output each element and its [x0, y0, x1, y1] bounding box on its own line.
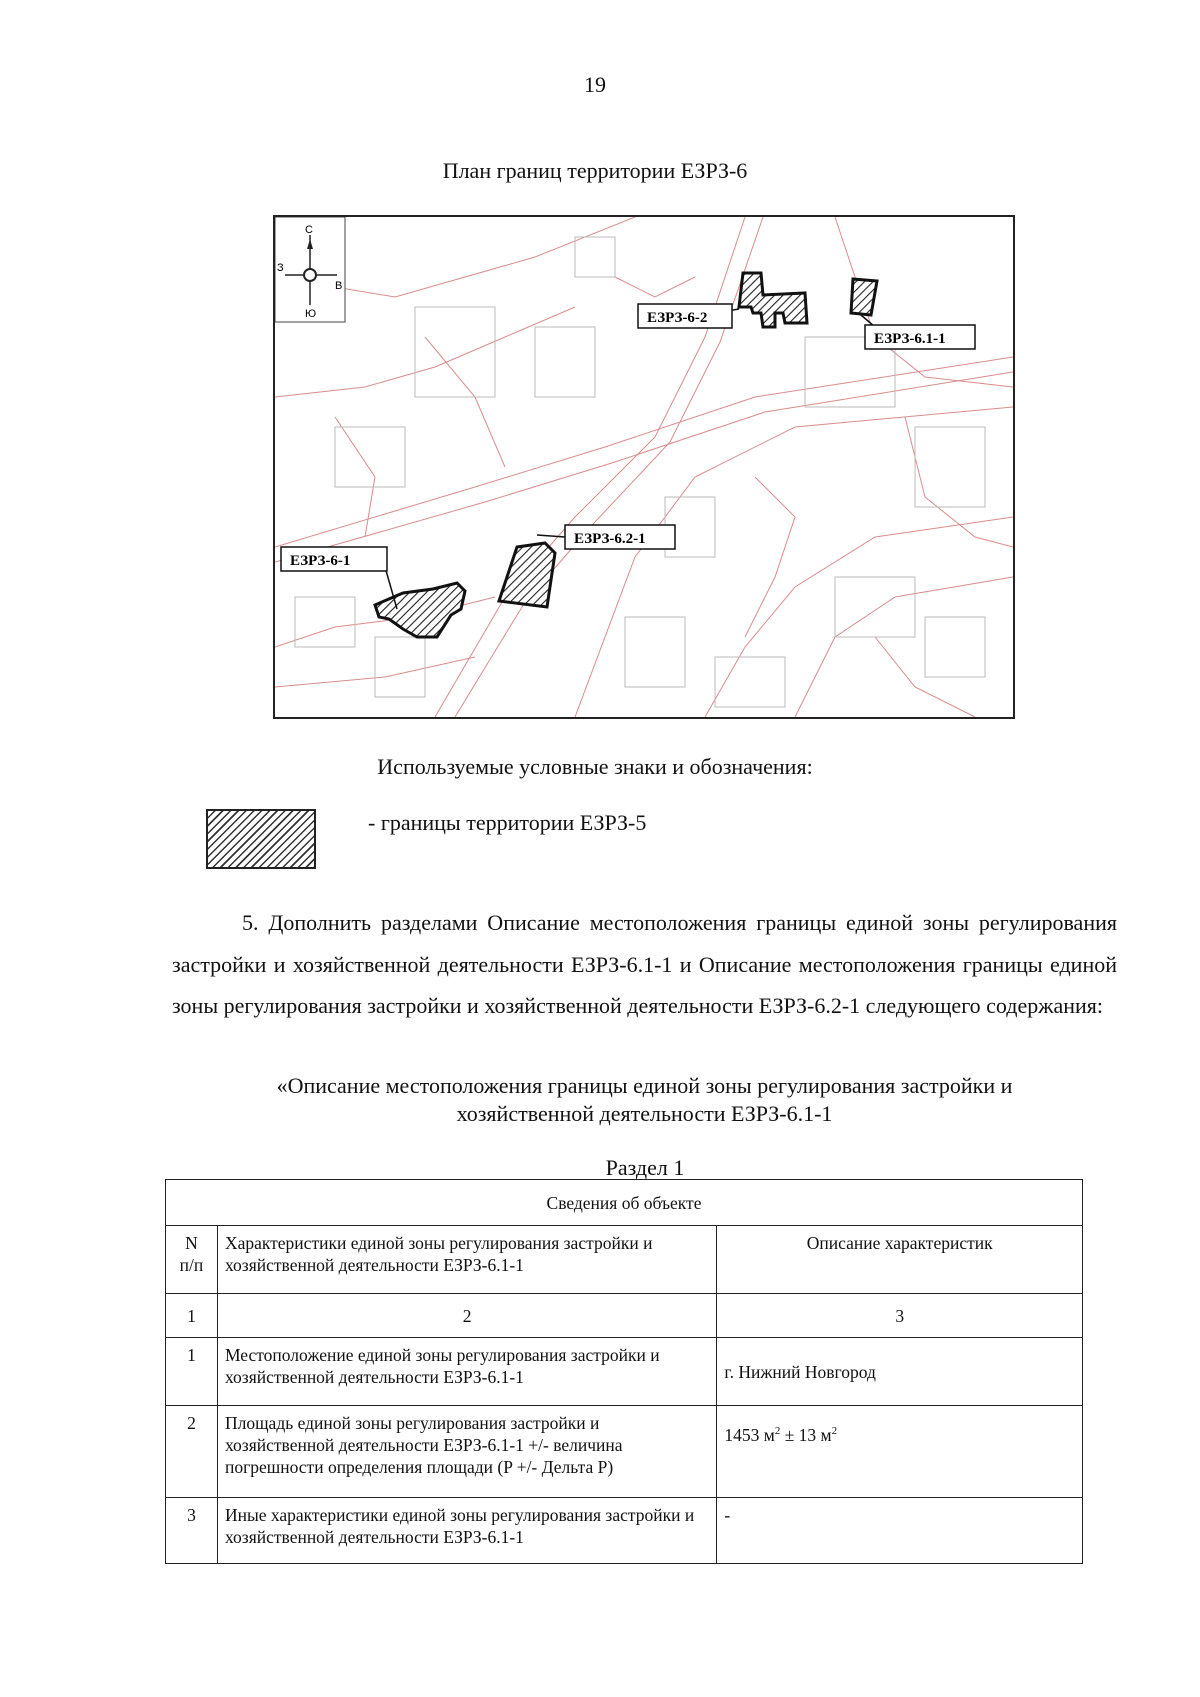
index-cell-1: 1: [166, 1294, 218, 1338]
svg-text:З: З: [277, 262, 284, 274]
area-tolerance: ± 13 м: [780, 1425, 832, 1445]
row-value: [717, 1406, 1083, 1498]
quote-title-line-1: «Описание местоположения границы единой зоны регулирования застройки и: [276, 1073, 1013, 1098]
label-ezrz-6-1-1: ЕЗРЗ-6.1-1: [874, 331, 946, 347]
area-unit-exponent: 2: [774, 1425, 781, 1438]
row-characteristic: Местоположение единой зоны регулирования застройки и хозяйственной деятельности ЕЗРЗ-6.1-1: [217, 1338, 716, 1406]
tolerance-unit-exponent: 2: [831, 1425, 838, 1438]
legend-item-text: - границы территории ЕЗРЗ-5: [368, 810, 647, 835]
row-num: 2: [166, 1406, 218, 1498]
section-label: Раздел 1: [605, 1155, 685, 1180]
label-ezrz-6-2-1: ЕЗРЗ-6.2-1: [574, 531, 646, 547]
amendment-paragraph: 5. Дополнить разделами Описание местоположения границы единой зоны регулирования застройки и хозяйственной деятельности ЕЗРЗ-6.1-1 и Описание местоположения границы единой зоны регулирования застройки и хозяйственной деятельности ЕЗРЗ-6.2-1 следующего содержания:: [172, 910, 1117, 1018]
row-value: г. Нижний Новгород: [717, 1338, 1083, 1406]
label-ezrz-6-1: ЕЗРЗ-6-1: [290, 553, 351, 569]
svg-text:В: В: [335, 280, 343, 292]
row-characteristic: Иные характеристики единой зоны регулирования застройки и хозяйственной деятельности ЕЗРЗ-6.1-1: [217, 1498, 716, 1564]
object-info-table: [165, 1179, 1083, 1564]
header-description: Описание характеристик: [717, 1226, 1083, 1294]
label-leaders: [385, 309, 875, 609]
index-cell-2: 2: [217, 1294, 716, 1338]
quote-title-line-2: хозяйственной деятельности ЕЗРЗ-6.1-1: [456, 1101, 833, 1126]
map-figure: [273, 215, 1015, 719]
zone-ezrz-6-1-1: [851, 279, 877, 315]
svg-text:С: С: [305, 224, 313, 236]
zone-ezrz-6-1: [375, 583, 465, 637]
table-caption: Сведения об объекте: [166, 1180, 1083, 1226]
map-title: План границ территории ЕЗРЗ-6: [442, 158, 748, 183]
table-row: [166, 1498, 1083, 1564]
header-num: [166, 1226, 218, 1294]
row-num: 1: [166, 1338, 218, 1406]
table-row: [166, 1406, 1083, 1498]
page-number: 19: [584, 72, 606, 97]
base-map-lines: [275, 217, 1013, 717]
zone-ezrz-6-2: [739, 273, 807, 327]
header-num-line-2: п/п: [179, 1255, 204, 1275]
row-num: 3: [166, 1498, 218, 1564]
table-row: [166, 1338, 1083, 1406]
zone-ezrz-6-2-1: [499, 543, 555, 607]
legend-title: Используемые условные знаки и обозначения:: [377, 754, 813, 779]
compass-rose: [275, 217, 345, 322]
label-ezrz-6-2: ЕЗРЗ-6-2: [647, 310, 708, 326]
section-description-title: [172, 1072, 1117, 1128]
svg-text:Ю: Ю: [305, 308, 317, 320]
row-value: -: [717, 1498, 1083, 1564]
legend-hatch-swatch: [206, 809, 316, 869]
header-num-line-1: N: [185, 1233, 198, 1253]
row-characteristic: Площадь единой зоны регулирования застройки и хозяйственной деятельности ЕЗРЗ-6.1-1 +/- величина погрешности определения площади (P +/- Дельта P): [217, 1406, 716, 1498]
index-cell-3: 3: [717, 1294, 1083, 1338]
area-value: 1453 м: [724, 1425, 775, 1445]
header-characteristics: Характеристики единой зоны регулирования застройки и хозяйственной деятельности ЕЗРЗ-6.1-1: [217, 1226, 716, 1294]
